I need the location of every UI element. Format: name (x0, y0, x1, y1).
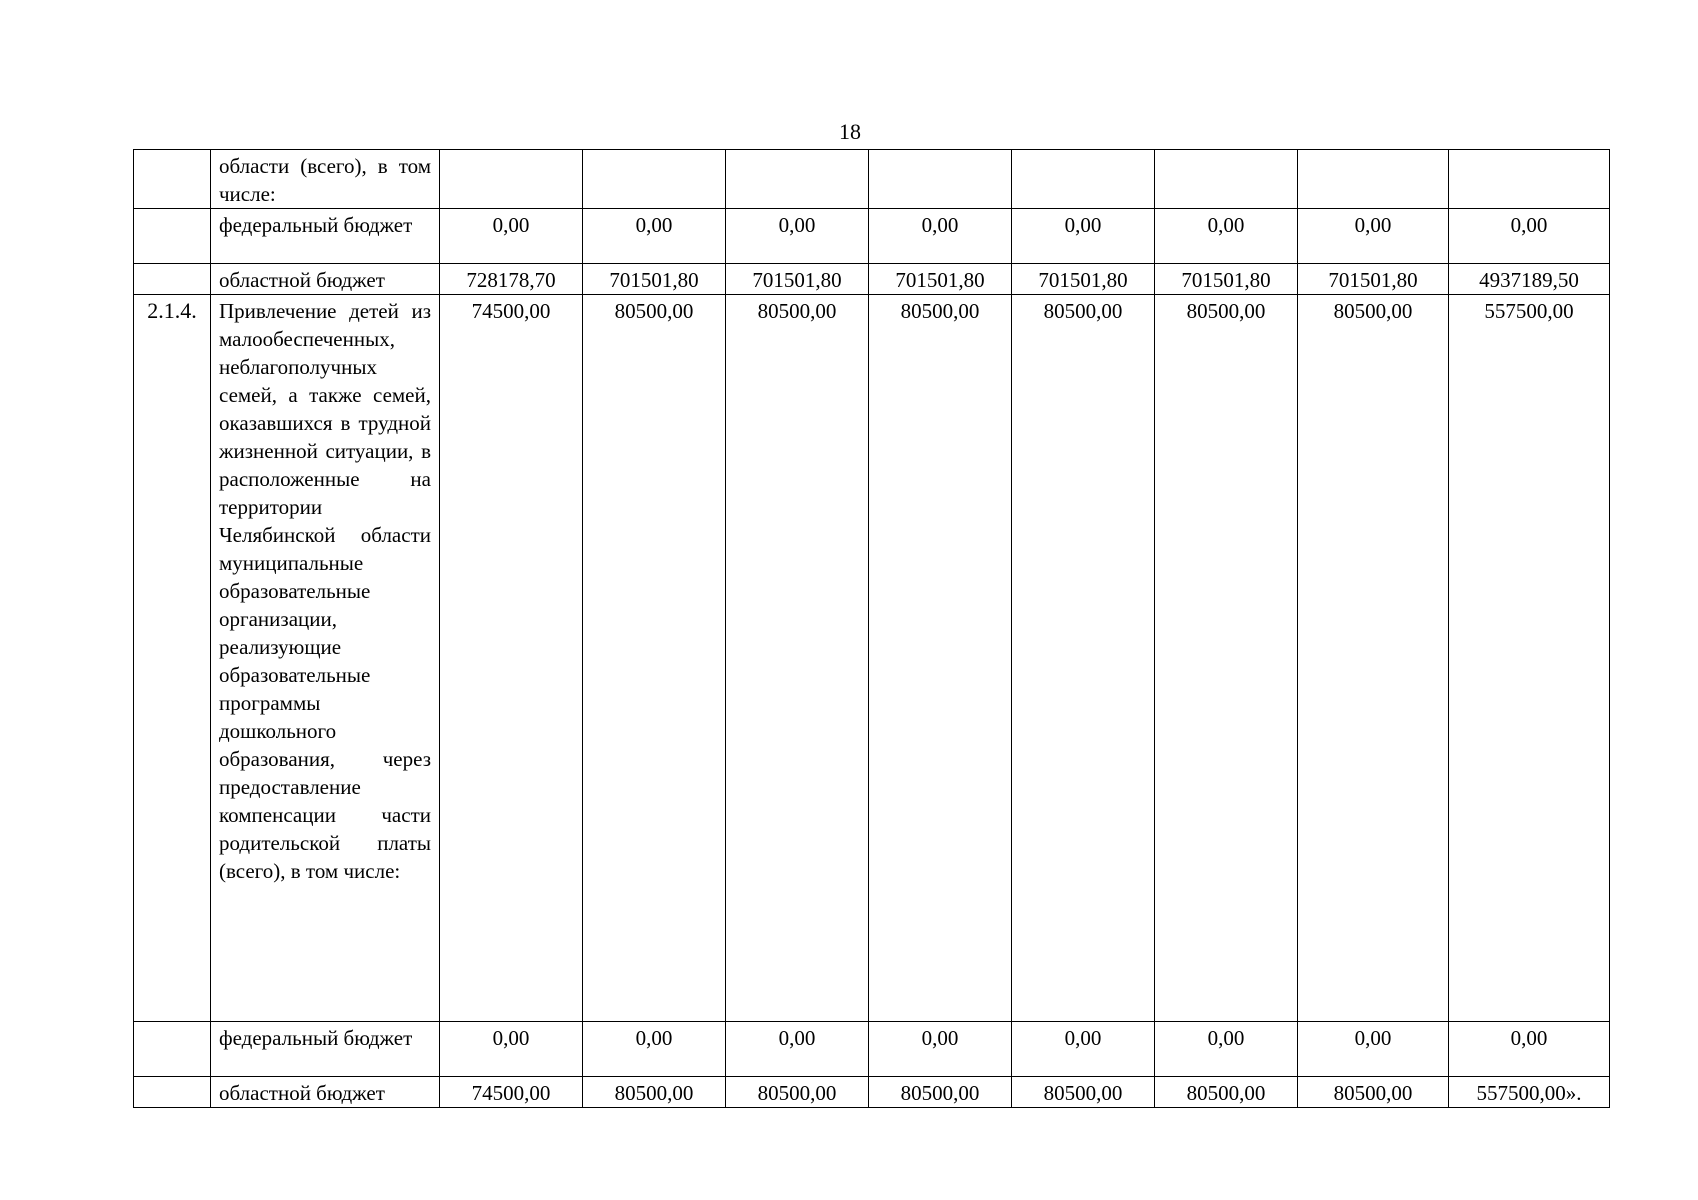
value-cell: 0,00 (1155, 1022, 1298, 1077)
table-row (134, 264, 1610, 295)
row-label: областной бюджет (211, 1077, 440, 1108)
value-cell: 80500,00 (1012, 295, 1155, 1022)
row-label: федеральный бюджет (211, 209, 440, 264)
value-cell: 0,00 (583, 1022, 726, 1077)
value-cell: 557500,00». (1449, 1077, 1610, 1108)
value-cell: 701501,80 (1012, 264, 1155, 295)
table-row (134, 209, 1610, 264)
row-label: областной бюджет (211, 264, 440, 295)
value-cell: 701501,80 (1155, 264, 1298, 295)
value-cell: 0,00 (1449, 1022, 1610, 1077)
table-row (134, 1077, 1610, 1108)
value-cell: 80500,00 (726, 295, 869, 1022)
value-cell: 80500,00 (1155, 1077, 1298, 1108)
value-cell: 728178,70 (440, 264, 583, 295)
page-number: 18 (839, 119, 861, 144)
row-label: федеральный бюджет (211, 1022, 440, 1077)
value-cell (1298, 150, 1449, 209)
row-label: Привлечение детей из малообеспеченных, неблагополучных семей, а также семей, оказавшихся в трудной жизненной ситуации, в расположенные на территории Челябинской области муниципальные образовательные организации, реализующие образовательные программы дошкольного образования, через предоставление компенсации части родительской платы (всего), в том числе: (211, 295, 440, 1022)
value-cell: 80500,00 (726, 1077, 869, 1108)
value-cell: 0,00 (1449, 209, 1610, 264)
value-cell: 80500,00 (583, 1077, 726, 1108)
table-row (134, 295, 1610, 1022)
value-cell: 557500,00 (1449, 295, 1610, 1022)
value-cell (1449, 150, 1610, 209)
value-cell (869, 150, 1012, 209)
value-cell: 80500,00 (869, 295, 1012, 1022)
value-cell (726, 150, 869, 209)
value-cell: 4937189,50 (1449, 264, 1610, 295)
value-cell (440, 150, 583, 209)
value-cell: 0,00 (440, 209, 583, 264)
value-cell (1012, 150, 1155, 209)
row-code (134, 264, 211, 295)
value-cell: 0,00 (1012, 1022, 1155, 1077)
value-cell: 80500,00 (1155, 295, 1298, 1022)
value-cell: 74500,00 (440, 295, 583, 1022)
value-cell: 80500,00 (1012, 1077, 1155, 1108)
budget-table (133, 149, 1610, 1108)
row-code (134, 1022, 211, 1077)
value-cell (1155, 150, 1298, 209)
value-cell: 701501,80 (726, 264, 869, 295)
row-code (134, 150, 211, 209)
value-cell: 0,00 (583, 209, 726, 264)
value-cell: 80500,00 (1298, 295, 1449, 1022)
value-cell: 80500,00 (869, 1077, 1012, 1108)
value-cell: 0,00 (1155, 209, 1298, 264)
value-cell: 80500,00 (583, 295, 726, 1022)
value-cell: 701501,80 (583, 264, 726, 295)
row-code: 2.1.4. (134, 295, 211, 1022)
value-cell: 0,00 (726, 1022, 869, 1077)
value-cell: 0,00 (869, 209, 1012, 264)
value-cell: 701501,80 (869, 264, 1012, 295)
value-cell: 701501,80 (1298, 264, 1449, 295)
value-cell: 0,00 (1298, 1022, 1449, 1077)
row-code (134, 1077, 211, 1108)
table-row (134, 1022, 1610, 1077)
value-cell: 0,00 (1298, 209, 1449, 264)
value-cell: 0,00 (1012, 209, 1155, 264)
row-label: области (всего), в том числе: (211, 150, 440, 209)
value-cell: 0,00 (440, 1022, 583, 1077)
row-code (134, 209, 211, 264)
table-row (134, 150, 1610, 209)
value-cell: 0,00 (726, 209, 869, 264)
value-cell: 74500,00 (440, 1077, 583, 1108)
value-cell: 0,00 (869, 1022, 1012, 1077)
value-cell: 80500,00 (1298, 1077, 1449, 1108)
value-cell (583, 150, 726, 209)
